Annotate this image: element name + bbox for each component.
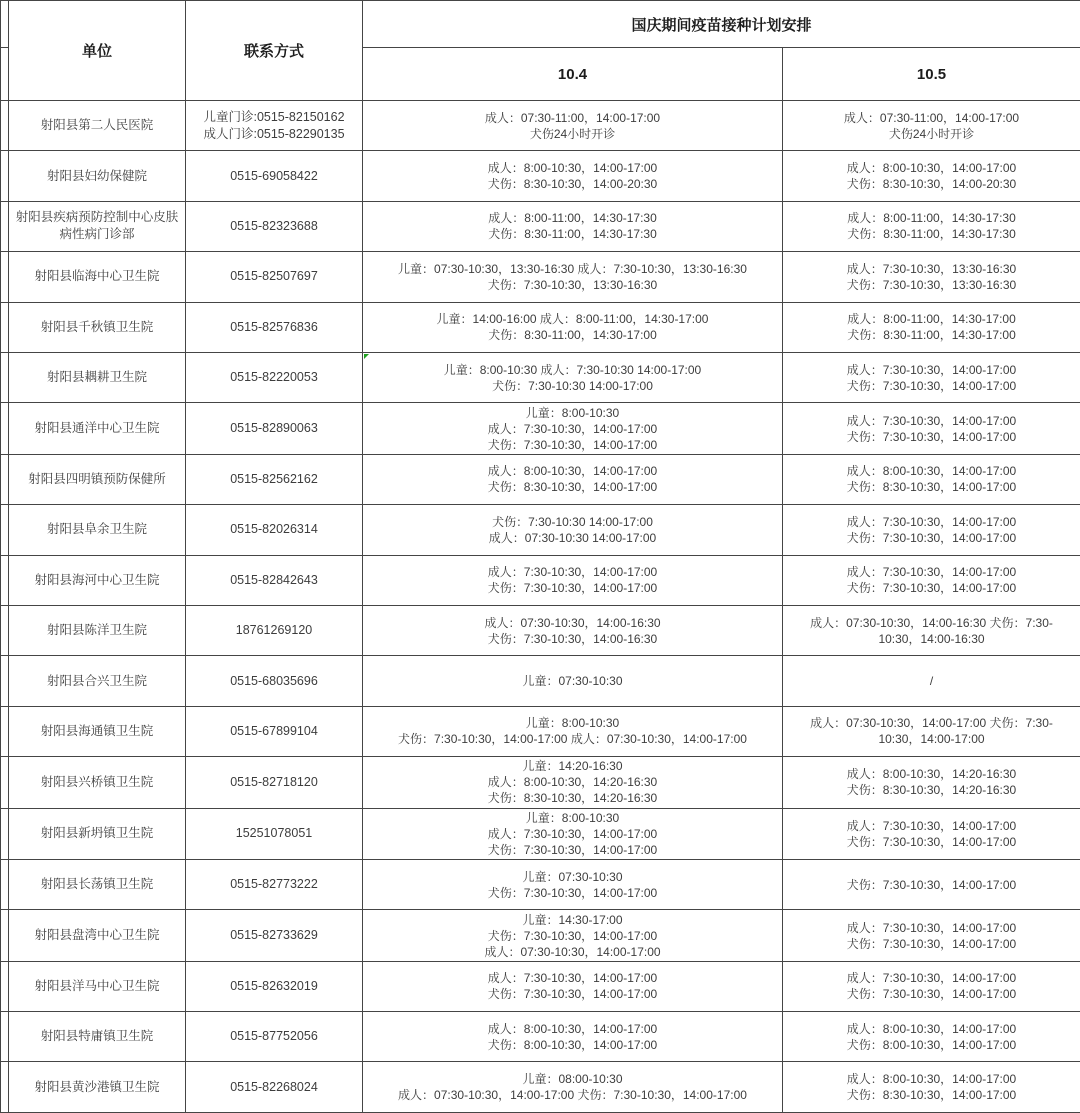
- schedule-line: 犬伤：7:30-10:30 14:00-17:00: [492, 378, 653, 393]
- schedule-cell-10-5: [783, 101, 1080, 151]
- schedule-cell-10-5: [783, 1062, 1080, 1113]
- contact-cell: [186, 352, 363, 402]
- unit-cell: 射阳县洋马中心卫生院: [9, 961, 186, 1011]
- table-row: [1, 706, 1080, 756]
- schedule-line: 成人：07:30-10:30，14:00-17:00: [484, 944, 661, 959]
- left-margin-cell: [1, 352, 9, 402]
- schedule-cell-10-5: [783, 151, 1080, 201]
- contact-cell: [186, 757, 363, 808]
- table-body: [1, 101, 1080, 1113]
- schedule-line: 成人：07:30-11:00，14:00-17:00: [843, 110, 1020, 125]
- contact-cell: [186, 910, 363, 961]
- unit-cell: 射阳县海通镇卫生院: [9, 706, 186, 756]
- table-row: [1, 505, 1080, 555]
- contact-cell: [186, 656, 363, 706]
- schedule-cell-10-5: [783, 910, 1080, 961]
- table-row: [1, 454, 1080, 504]
- schedule-cell-10-5: [783, 302, 1080, 352]
- unit-cell: 射阳县临海中心卫生院: [9, 252, 186, 302]
- schedule-line: 成人：7:30-10:30，14:00-17:00: [487, 421, 658, 436]
- contact-cell: [186, 151, 363, 201]
- schedule-line: 成人：7:30-10:30，14:00-17:00: [846, 362, 1017, 377]
- left-margin-cell: [1, 1012, 9, 1062]
- table-row: [1, 403, 1080, 454]
- schedule-cell-10-4: [363, 706, 783, 756]
- left-margin-cell: [1, 656, 9, 706]
- schedule-line: 成人：7:30-10:30，14:00-17:00: [487, 565, 658, 580]
- schedule-cell-10-5: [783, 808, 1080, 859]
- schedule-line: 犬伤：7:30-10:30，14:00-17:00: [487, 842, 658, 857]
- table-header: [1, 1, 1080, 101]
- schedule-cell-10-4: [363, 352, 783, 402]
- schedule-cell-10-5: [783, 352, 1080, 402]
- schedule-line: 儿童：08:00-10:30: [522, 1072, 623, 1087]
- contact-line: 0515-69058422: [230, 168, 318, 183]
- contact-cell: [186, 808, 363, 859]
- unit-cell: 射阳县通洋中心卫生院: [9, 403, 186, 454]
- contact-cell: [186, 605, 363, 655]
- column-header-date-10-4: 10.4: [363, 48, 783, 101]
- schedule-cell-10-4: [363, 1062, 783, 1113]
- contact-cell: [186, 1062, 363, 1113]
- unit-cell: 射阳县阜余卫生院: [9, 505, 186, 555]
- schedule-cell-10-5: [783, 605, 1080, 655]
- unit-cell: 射阳县四明镇预防保健所: [9, 454, 186, 504]
- schedule-line: 犬伤：8:30-10:30，14:00-17:00: [846, 1088, 1017, 1103]
- unit-cell: 射阳县兴桥镇卫生院: [9, 757, 186, 808]
- unit-cell: 射阳县长荡镇卫生院: [9, 859, 186, 909]
- left-margin-cell: [1, 706, 9, 756]
- schedule-line: 成人：8:00-10:30，14:00-17:00: [846, 161, 1017, 176]
- contact-line: 0515-82026314: [230, 522, 318, 537]
- schedule-line: 犬伤：7:30-10:30，14:00-17:00: [487, 581, 658, 596]
- unit-cell: 射阳县千秋镇卫生院: [9, 302, 186, 352]
- contact-line: 0515-82323688: [230, 218, 318, 233]
- schedule-cell-10-5: [783, 555, 1080, 605]
- contact-line: 0515-82733629: [230, 928, 318, 942]
- schedule-line: 儿童：07:30-10:30: [522, 869, 623, 884]
- left-margin-cell: [1, 910, 9, 961]
- schedule-line: 成人：8:00-10:30，14:00-17:00: [846, 464, 1017, 479]
- schedule-cell-10-4: [363, 605, 783, 655]
- contact-cell: [186, 454, 363, 504]
- contact-line: 儿童门诊:0515-82150162: [203, 109, 345, 124]
- table-row: [1, 605, 1080, 655]
- contact-cell: [186, 961, 363, 1011]
- contact-cell: [186, 302, 363, 352]
- unit-cell: 射阳县新坍镇卫生院: [9, 808, 186, 859]
- schedule-line: 犬伤：7:30-10:30，14:00-17:00: [846, 936, 1017, 951]
- left-margin-cell: [1, 859, 9, 909]
- left-margin-cell: [1, 403, 9, 454]
- contact-line: 15251078051: [235, 826, 313, 841]
- contact-cell: [186, 706, 363, 756]
- contact-line: 0515-82268024: [230, 1079, 318, 1094]
- schedule-line: 成人：07:30-10:30，14:00-16:30 犬伤：7:30-10:30，14:00-16:30: [810, 615, 1053, 646]
- schedule-line: 犬伤：8:00-10:30，14:00-17:00: [846, 1037, 1017, 1052]
- schedule-line: 儿童：14:20-16:30: [522, 759, 623, 774]
- schedule-cell-10-4: [363, 555, 783, 605]
- schedule-line: 儿童：07:30-10:30，13:30-16:30 成人：7:30-10:30，13:30-16:30: [398, 261, 747, 276]
- schedule-line: 犬伤：7:30-10:30，14:00-17:00: [846, 581, 1017, 596]
- schedule-line: 成人：07:30-10:30，14:00-16:30: [484, 615, 661, 630]
- left-margin-cell: [1, 302, 9, 352]
- contact-line: 0515-68035696: [230, 673, 318, 688]
- table-row: [1, 252, 1080, 302]
- schedule-line: 犬伤：7:30-10:30，14:00-17:00: [846, 530, 1017, 545]
- schedule-line: 犬伤：7:30-10:30，14:00-17:00 成人：07:30-10:30，14:00-17:00: [398, 732, 747, 747]
- schedule-line: 犬伤：8:30-11:00，14:30-17:00: [488, 328, 657, 343]
- contact-line: 0515-82773222: [230, 877, 318, 892]
- left-margin-cell: [1, 1, 9, 48]
- column-header-unit: 单位: [9, 1, 186, 101]
- schedule-cell-10-4: [363, 757, 783, 808]
- schedule-cell-10-4: [363, 151, 783, 201]
- table-row: [1, 151, 1080, 201]
- left-margin-cell: [1, 101, 9, 151]
- schedule-line: 儿童：8:00-10:30: [525, 716, 620, 731]
- schedule-line: 犬伤：8:30-10:30，14:00-17:00: [846, 480, 1017, 495]
- left-margin-cell: [1, 454, 9, 504]
- table-row: [1, 859, 1080, 909]
- schedule-line: 成人：7:30-10:30，14:00-17:00: [846, 413, 1017, 428]
- schedule-line: 犬伤：8:30-11:00，14:30-17:30: [488, 227, 657, 242]
- column-header-date-10-5: 10.5: [783, 48, 1080, 101]
- left-margin-cell: [1, 151, 9, 201]
- schedule-line: 犬伤：8:30-10:30，14:20-16:30: [846, 783, 1017, 798]
- contact-line: 0515-82632019: [230, 978, 318, 993]
- schedule-line: 犬伤：8:30-10:30，14:00-20:30: [487, 177, 658, 192]
- contact-cell: [186, 859, 363, 909]
- schedule-line: 成人：7:30-10:30，14:00-17:00: [846, 971, 1017, 986]
- column-header-contact: 联系方式: [186, 1, 363, 101]
- contact-cell: [186, 505, 363, 555]
- contact-line: 0515-82718120: [230, 774, 318, 789]
- table-row: [1, 757, 1080, 808]
- schedule-cell-10-5: [783, 403, 1080, 454]
- unit-cell: 射阳县特庸镇卫生院: [9, 1012, 186, 1062]
- table-row: [1, 961, 1080, 1011]
- contact-line: 0515-82507697: [230, 269, 318, 284]
- contact-line: 18761269120: [235, 623, 313, 638]
- schedule-line: 成人：07:30-10:30 14:00-17:00: [488, 530, 657, 545]
- schedule-line: 犬伤：7:30-10:30，14:00-17:00: [846, 429, 1017, 444]
- schedule-line: 成人：8:00-11:00，14:30-17:00: [847, 312, 1016, 327]
- table-row: [1, 1062, 1080, 1113]
- schedule-line: 犬伤：7:30-10:30，14:00-17:00: [846, 987, 1017, 1002]
- schedule-line: 儿童：14:30-17:00: [522, 912, 623, 927]
- table-row: [1, 656, 1080, 706]
- schedule-line: 成人：8:00-10:30，14:20-16:30: [487, 775, 658, 790]
- schedule-line: 犬伤：8:30-11:00，14:30-17:00: [847, 328, 1016, 343]
- schedule-line: 犬伤24小时开诊: [888, 126, 975, 141]
- schedule-cell-10-5: [783, 505, 1080, 555]
- unit-cell: 射阳县疾病预防控制中心皮肤病性病门诊部: [9, 201, 186, 251]
- table-row: [1, 1012, 1080, 1062]
- unit-cell: 射阳县陈洋卫生院: [9, 605, 186, 655]
- contact-line: 0515-67899104: [230, 723, 318, 738]
- unit-cell: 射阳县妇幼保健院: [9, 151, 186, 201]
- schedule-cell-10-5: [783, 656, 1080, 706]
- table-row: [1, 910, 1080, 961]
- contact-cell: [186, 101, 363, 151]
- schedule-cell-10-4: [363, 454, 783, 504]
- contact-cell: [186, 1012, 363, 1062]
- contact-line: 成人门诊:0515-82290135: [203, 126, 345, 141]
- left-margin-cell: [1, 757, 9, 808]
- table-row: [1, 201, 1080, 251]
- schedule-line: 儿童：8:00-10:30: [525, 810, 620, 825]
- schedule-cell-10-4: [363, 910, 783, 961]
- schedule-line: 成人：8:00-10:30，14:20-16:30: [846, 767, 1017, 782]
- schedule-cell-10-4: [363, 808, 783, 859]
- schedule-line: 成人：8:00-10:30，14:00-17:00: [846, 1021, 1017, 1036]
- table-row: [1, 302, 1080, 352]
- left-margin-cell: [1, 252, 9, 302]
- schedule-cell-10-4: [363, 101, 783, 151]
- schedule-line: 成人：7:30-10:30，14:00-17:00: [846, 818, 1017, 833]
- schedule-line: 儿童：14:00-16:00 成人：8:00-11:00，14:30-17:00: [436, 312, 709, 327]
- left-margin-cell: [1, 1062, 9, 1113]
- schedule-line: 成人：8:00-10:30，14:00-17:00: [487, 1021, 658, 1036]
- schedule-cell-10-5: [783, 961, 1080, 1011]
- schedule-cell-10-5: [783, 454, 1080, 504]
- schedule-cell-10-4: [363, 505, 783, 555]
- schedule-line: /: [929, 674, 934, 688]
- schedule-cell-10-5: [783, 1012, 1080, 1062]
- unit-cell: 射阳县盘湾中心卫生院: [9, 910, 186, 961]
- schedule-line: 犬伤：7:30-10:30，14:00-17:00: [846, 877, 1017, 892]
- unit-cell: 射阳县海河中心卫生院: [9, 555, 186, 605]
- schedule-cell-10-5: [783, 706, 1080, 756]
- schedule-cell-10-5: [783, 201, 1080, 251]
- schedule-line: 成人：8:00-11:00，14:30-17:30: [488, 211, 657, 226]
- unit-cell: 射阳县黄沙港镇卫生院: [9, 1062, 186, 1113]
- schedule-cell-10-4: [363, 656, 783, 706]
- contact-line: 0515-82842643: [230, 572, 318, 587]
- unit-cell: 射阳县耦耕卫生院: [9, 352, 186, 402]
- schedule-line: 成人：07:30-10:30，14:00-17:00 犬伤：7:30-10:30，14:00-17:00: [810, 716, 1053, 747]
- schedule-line: 犬伤：7:30-10:30，13:30-16:30: [487, 277, 658, 292]
- schedule-line: 犬伤：7:30-10:30，14:00-17:00: [487, 437, 658, 452]
- schedule-line: 成人：8:00-10:30，14:00-17:00: [487, 161, 658, 176]
- schedule-cell-10-5: [783, 252, 1080, 302]
- schedule-line: 成人：7:30-10:30，14:00-17:00: [487, 971, 658, 986]
- schedule-line: 犬伤：7:30-10:30，14:00-17:00: [846, 834, 1017, 849]
- schedule-line: 成人：07:30-11:00，14:00-17:00: [484, 110, 661, 125]
- left-margin-cell: [1, 505, 9, 555]
- schedule-line: 成人：7:30-10:30，14:00-17:00: [487, 826, 658, 841]
- schedule-line: 犬伤：8:30-10:30，14:00-17:00: [487, 480, 658, 495]
- schedule-cell-10-4: [363, 961, 783, 1011]
- schedule-cell-10-4: [363, 252, 783, 302]
- schedule-line: 犬伤：7:30-10:30 14:00-17:00: [492, 514, 653, 529]
- left-margin-cell: [1, 961, 9, 1011]
- schedule-line: 犬伤：7:30-10:30，13:30-16:30: [846, 277, 1017, 292]
- contact-line: 0515-87752056: [230, 1029, 318, 1044]
- contact-cell: [186, 403, 363, 454]
- unit-cell: 射阳县第二人民医院: [9, 101, 186, 151]
- schedule-line: 犬伤：8:30-10:30，14:20-16:30: [487, 791, 658, 806]
- table-row: [1, 808, 1080, 859]
- table-row: [1, 101, 1080, 151]
- schedule-line: 儿童：8:00-10:30 成人：7:30-10:30 14:00-17:00: [443, 362, 702, 377]
- schedule-line: 犬伤24小时开诊: [529, 126, 616, 141]
- schedule-cell-10-5: [783, 859, 1080, 909]
- header-row-top: [1, 1, 1080, 48]
- column-header-plan-title: 国庆期间疫苗接种计划安排: [363, 1, 1080, 48]
- left-margin-cell: [1, 605, 9, 655]
- contact-cell: [186, 252, 363, 302]
- schedule-cell-10-4: [363, 302, 783, 352]
- contact-line: 0515-82562162: [230, 471, 318, 486]
- left-margin-cell: [1, 555, 9, 605]
- unit-cell: 射阳县合兴卫生院: [9, 656, 186, 706]
- schedule-line: 犬伤：8:30-10:30，14:00-20:30: [846, 177, 1017, 192]
- left-margin-cell: [1, 201, 9, 251]
- schedule-line: 犬伤：8:00-10:30，14:00-17:00: [487, 1037, 658, 1052]
- cell-error-marker-icon: [364, 354, 369, 359]
- schedule-line: 犬伤：7:30-10:30，14:00-17:00: [846, 378, 1017, 393]
- schedule-cell-10-4: [363, 1012, 783, 1062]
- schedule-line: 成人：07:30-10:30，14:00-17:00 犬伤：7:30-10:30，14:00-17:00: [398, 1088, 747, 1103]
- schedule-line: 成人：8:00-10:30，14:00-17:00: [846, 1072, 1017, 1087]
- schedule-line: 成人：7:30-10:30，14:00-17:00: [846, 565, 1017, 580]
- schedule-line: 儿童：07:30-10:30: [522, 674, 623, 688]
- schedule-line: 犬伤：7:30-10:30，14:00-17:00: [487, 987, 658, 1002]
- schedule-line: 成人：7:30-10:30，13:30-16:30: [846, 261, 1017, 276]
- schedule-line: 成人：8:00-10:30，14:00-17:00: [487, 464, 658, 479]
- contact-line: 0515-82576836: [230, 319, 318, 334]
- schedule-line: 犬伤：7:30-10:30，14:00-16:30: [487, 631, 658, 646]
- schedule-cell-10-5: [783, 757, 1080, 808]
- contact-line: 0515-82890063: [230, 421, 318, 436]
- schedule-cell-10-4: [363, 201, 783, 251]
- left-margin-cell: [1, 48, 9, 101]
- schedule-line: 成人：8:00-11:00，14:30-17:30: [847, 211, 1016, 226]
- contact-line: 0515-82220053: [230, 370, 318, 385]
- schedule-line: 犬伤：7:30-10:30，14:00-17:00: [487, 885, 658, 900]
- schedule-line: 成人：7:30-10:30，14:00-17:00: [846, 514, 1017, 529]
- contact-cell: [186, 555, 363, 605]
- schedule-line: 成人：7:30-10:30，14:00-17:00: [846, 920, 1017, 935]
- table-row: [1, 555, 1080, 605]
- table-row: [1, 352, 1080, 402]
- schedule-line: 儿童：8:00-10:30: [525, 405, 620, 420]
- schedule-line: 犬伤：7:30-10:30，14:00-17:00: [487, 928, 658, 943]
- schedule-line: 犬伤：8:30-11:00，14:30-17:30: [847, 227, 1016, 242]
- left-margin-cell: [1, 808, 9, 859]
- schedule-cell-10-4: [363, 859, 783, 909]
- schedule-cell-10-4: [363, 403, 783, 454]
- contact-cell: [186, 201, 363, 251]
